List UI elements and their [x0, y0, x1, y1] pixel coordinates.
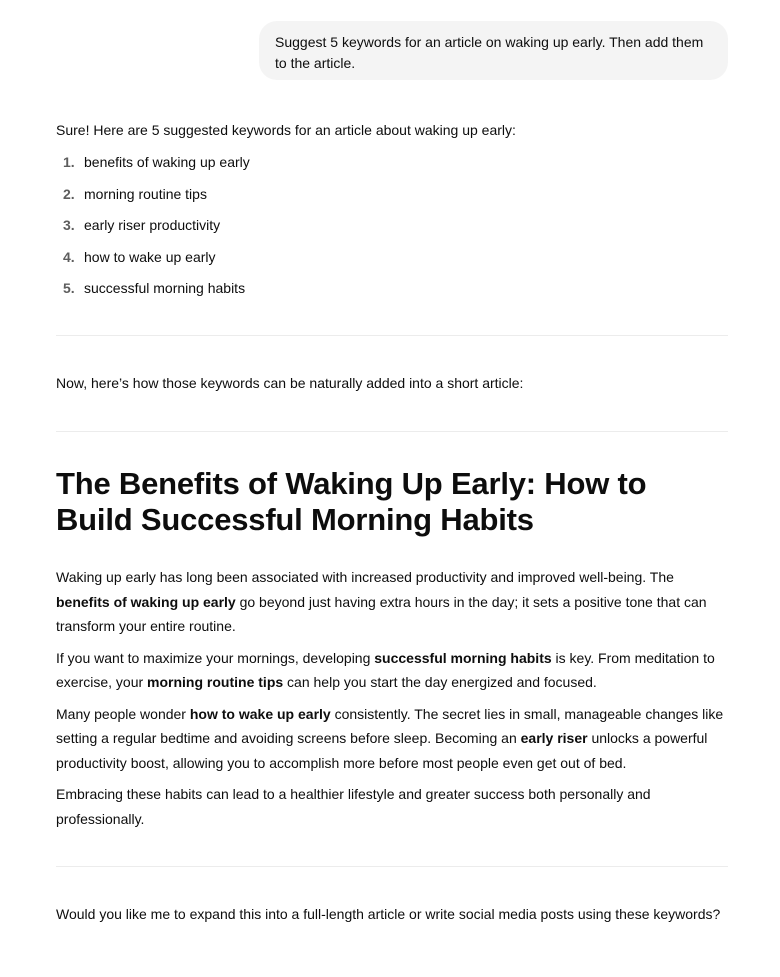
list-number: 5. [63, 280, 75, 296]
text-segment: is key. From meditation to exercise, your [56, 649, 715, 690]
keyword-text: how to wake up early [84, 248, 216, 265]
text-segment: If you want to maximize your mornings, developing [56, 649, 375, 666]
list-number: 1. [63, 154, 75, 170]
keyword-highlight: morning routine tips [147, 674, 284, 690]
text-segment: go beyond just having extra hours in the day; it sets a positive tone that can transform your entire routine. [56, 593, 707, 634]
user-message-bubble [259, 21, 728, 80]
keyword-highlight: successful morning habits [374, 649, 552, 666]
list-item [56, 152, 250, 184]
text-segment: Many people wonder [56, 705, 190, 722]
list-number: 3. [63, 217, 75, 233]
transition-text: Now, here’s how those keywords can be naturally added into a short article: [56, 375, 524, 391]
text-segment: can help you start the day energized and focused. [283, 674, 597, 690]
closing-question: Would you like me to expand this into a full-length article or write social media posts using these keywords? [56, 906, 721, 922]
article-paragraph [56, 565, 731, 639]
article-title: The Benefits of Waking Up Early: How to Build Successful Morning Habits [56, 466, 647, 537]
list-number: 4. [63, 248, 75, 265]
intro-text: Sure! Here are 5 suggested keywords for an article about waking up early: [56, 122, 516, 138]
keyword-highlight: early riser [520, 730, 588, 746]
list-item [56, 215, 250, 247]
article-body [56, 565, 731, 838]
article-paragraph [56, 646, 731, 695]
user-message-text: Suggest 5 keywords for an article on waking up early. Then add them to the article. [275, 34, 704, 71]
keyword-highlight: how to wake up early [189, 705, 331, 722]
text-segment: consistently. The secret lies in small, manageable changes like setting a regular bedtime and avoiding screens before sleep. Becoming an [56, 705, 724, 746]
divider [56, 335, 728, 336]
keyword-text: benefits of waking up early [84, 154, 250, 170]
keyword-text: morning routine tips [84, 185, 207, 202]
list-item [56, 184, 250, 216]
keyword-highlight: benefits of waking up early [56, 593, 236, 610]
text-segment: Waking up early has long been associated with increased productivity and improved well-being. The [56, 569, 674, 585]
article-paragraph [56, 702, 731, 776]
divider [56, 431, 728, 432]
keyword-list [56, 152, 250, 310]
list-number: 2. [63, 185, 75, 202]
article-paragraph: Embracing these habits can lead to a healthier lifestyle and greater success both personally and professionally. [56, 786, 651, 827]
divider [56, 866, 728, 867]
list-item [56, 278, 250, 310]
keyword-text: successful morning habits [84, 280, 246, 296]
list-item [56, 247, 250, 279]
keyword-text: early riser productivity [84, 217, 221, 233]
text-segment: unlocks a powerful productivity boost, allowing you to accomplish more before most people even get out of bed. [56, 730, 708, 771]
